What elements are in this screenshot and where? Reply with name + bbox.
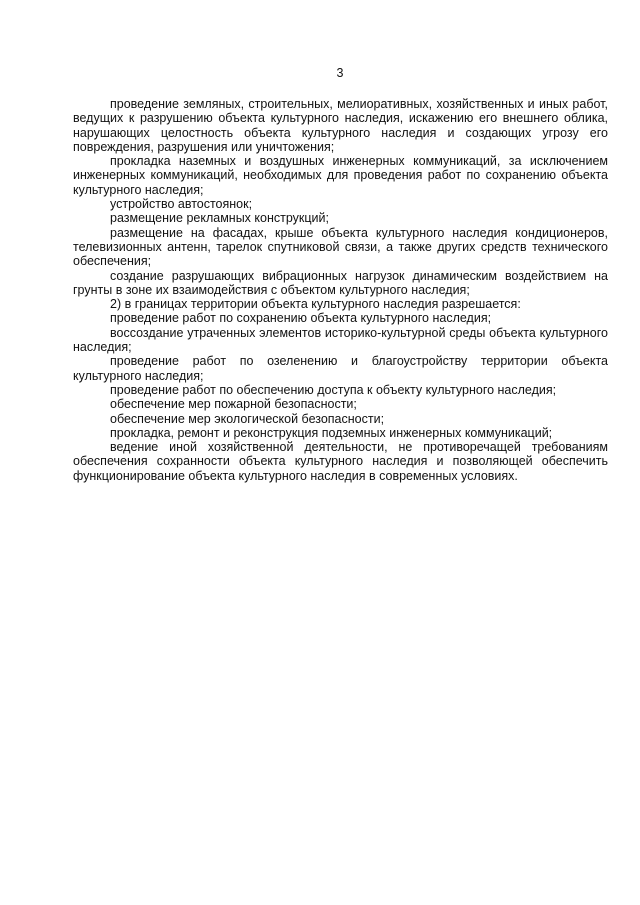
paragraph: воссоздание утраченных элементов историко-культурной среды объекта культурного наследия; (73, 325, 608, 355)
paragraph: создание разрушающих вибрационных нагрузок динамическим воздействием на грунты в зоне их взаимодействия с объектом культурного наследия; (73, 268, 608, 297)
paragraph: устройство автостоянок; (110, 197, 253, 212)
paragraph: проведение работ по озеленению и благоустройству территории объекта культурного наследия; (73, 354, 608, 383)
paragraph: 2) в границах территории объекта культурного наследия разрешается: (110, 297, 521, 312)
paragraph: прокладка, ремонт и реконструкция подземных инженерных коммуникаций; (110, 425, 553, 440)
paragraph: размещение рекламных конструкций; (110, 211, 329, 226)
paragraph: прокладка наземных и воздушных инженерных коммуникаций, за исключением инженерных коммуникаций, необходимых для проведения работ по сохранению объекта культурного наследия; (73, 154, 608, 197)
document-body (73, 97, 608, 483)
paragraph: размещение на фасадах, крыше объекта культурного наследия кондиционеров, телевизионных антенн, тарелок спутниковой связи, а также других средств технического обеспечения; (73, 225, 608, 269)
page-number: 3 (336, 66, 344, 80)
paragraph: проведение земляных, строительных, мелиоративных, хозяйственных и иных работ, ведущих к разрушению объекта культурного наследия, искажению его внешнего облика, нарушающих целостность объекта культурного наследия и создающих угрозу его повреждения, разрушения или уничтожения; (73, 97, 608, 154)
paragraph: проведение работ по обеспечению доступа к объекту культурного наследия; (110, 382, 557, 397)
paragraph: ведение иной хозяйственной деятельности, не противоречащей требованиям обеспечения сохранности объекта культурного наследия и позволяющей обеспечить функционирование объекта культурного наследия в современных условиях. (73, 440, 608, 483)
paragraph: проведение работ по сохранению объекта культурного наследия; (110, 311, 492, 326)
paragraph: обеспечение мер пожарной безопасности; (110, 397, 357, 412)
paragraph: обеспечение мер экологической безопасности; (110, 411, 385, 426)
